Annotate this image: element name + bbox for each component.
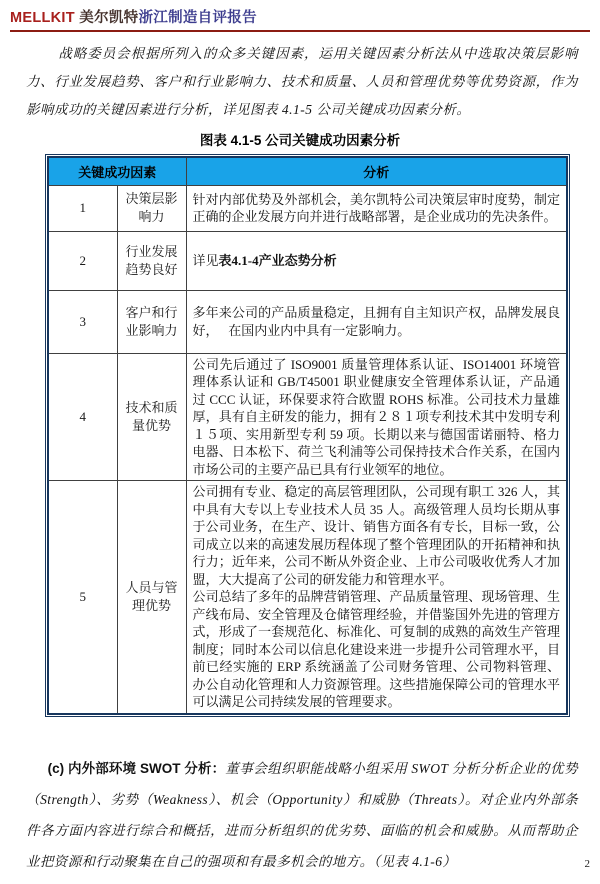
swot-paragraph <box>26 753 578 877</box>
brand-text-cn: 美尔凯特 <box>79 10 139 26</box>
ksf-table <box>47 156 568 715</box>
analysis-text-bold: 表4.1-4产业态势分析 <box>218 252 337 268</box>
factor-cell: 决策层影响力 <box>117 185 186 231</box>
header-logo <box>10 6 590 27</box>
row-number-cell: 4 <box>48 353 117 481</box>
swot-body: 董事会组织职能战略小组采用 SWOT 分析分析企业的优势（Strength）、劣势（Weakness）、机会（Opportunity）和威胁（Threats）。对企业内外部条件各方面内容进行综合和概括，进而分析组织的优劣势、面临的机会和威胁。从而帮助企业把资源和行动聚集在自己的强项和有最多机会的地方。（见表 4.1-6） <box>26 760 578 869</box>
analysis-cell: 多年来公司的产品质量稳定，且拥有自主知识产权，品牌发展良好， 在国内业内中具有一定影响力。 <box>186 290 567 353</box>
analysis-cell: 针对内部优势及外部机会，美尔凯特公司决策层审时度势，制定正确的企业发展方向并进行战略部署，是企业成功的先决条件。 <box>186 185 567 231</box>
intro-paragraph: 战略委员会根据所列入的众多关键因素，运用关键因素分析法从中选取决策层影响力、行业发展趋势、客户和行业影响力、技术和质量、人员和管理优势等优势资源，作为影响成功的关键因素进行分析，详见图表 4.1-5 公司关键成功因素分析。 <box>26 46 578 117</box>
table-row <box>48 481 567 714</box>
factor-cell: 人员与管理优势 <box>117 481 186 714</box>
factor-cell: 客户和行业影响力 <box>117 290 186 353</box>
page-header <box>0 0 600 27</box>
table-header-analysis: 分析 <box>186 157 567 185</box>
table-row <box>48 290 567 353</box>
table-row <box>48 353 567 481</box>
table-title: 图表 4.1-5 公司关键成功因素分析 <box>199 133 401 148</box>
row-number-cell: 5 <box>48 481 117 714</box>
analysis-cell <box>186 231 567 290</box>
row-number-cell: 1 <box>48 185 117 231</box>
row-number-cell: 3 <box>48 290 117 353</box>
page-number: 2 <box>584 858 590 870</box>
table-header-factor: 关键成功因素 <box>48 157 186 185</box>
header-rule <box>10 30 590 32</box>
analysis-paragraph-2: 公司总结了多年的品牌营销管理、产品质量管理、现场管理、生产线布局、安全管理及仓储管理经验，并借鉴国外先进的管理方式，形成了一套规范化、标准化、可复制的成熟的高效生产管理制度；同时本公司以信息化建设来进一步提升公司管理水平，目前已经实施的 ERP 系统涵盖了公司财务管理、公司物料管理、办公自动化管理和人力资源管理。这些措施保障公司的管理水平可以满足公司持续发展的管理要求。 <box>192 589 560 709</box>
ksf-table-frame <box>45 154 570 717</box>
factor-cell: 技术和质量优势 <box>117 353 186 481</box>
table-header-row <box>48 157 567 185</box>
swot-lead: (c) 内外部环境 SWOT 分析： <box>47 760 226 776</box>
analysis-cell <box>186 481 567 714</box>
factor-cell: 行业发展趋势良好 <box>117 231 186 290</box>
table-row <box>48 185 567 231</box>
analysis-text: 详见 <box>192 252 219 268</box>
row-number-cell: 2 <box>48 231 117 290</box>
analysis-paragraph-1: 公司拥有专业、稳定的高层管理团队，公司现有职工 326 人，其中具有大专以上专业技术人员 35 人。高级管理人员均长期从事于公司业务，在生产、设计、销售方面各有专长，目标一致，公司成立以来的高速发展历程体现了整个管理团队的开拓精神和执行力；近年来，公司不断从外资企业、上市公司吸收优秀人才加盟，大大提高了公司的研发能力和管理水平。 <box>192 484 560 587</box>
analysis-cell: 公司先后通过了 ISO9001 质量管理体系认证、ISO14001 环境管理体系认证和 GB/T45001 职业健康安全管理体系认证，产品通过 CCC 认证，环保要求符合欧盟 ROHS 标准。公司技术力量雄厚，具有自主研发的能力，拥有２８１项专利技术其中发明专利１５项、实用新型专利 59 项。长期以来与德国雷诺丽特、格力电器、日本松下、荷兰飞利浦等公司保持技术合作关系，在国内市场公司的主要产品已具有行业领军的地位。 <box>186 353 567 481</box>
brand-text-en: MELLKIT <box>10 10 75 26</box>
doc-title-text: 浙江制造自评报告 <box>138 10 257 26</box>
table-row <box>48 231 567 290</box>
